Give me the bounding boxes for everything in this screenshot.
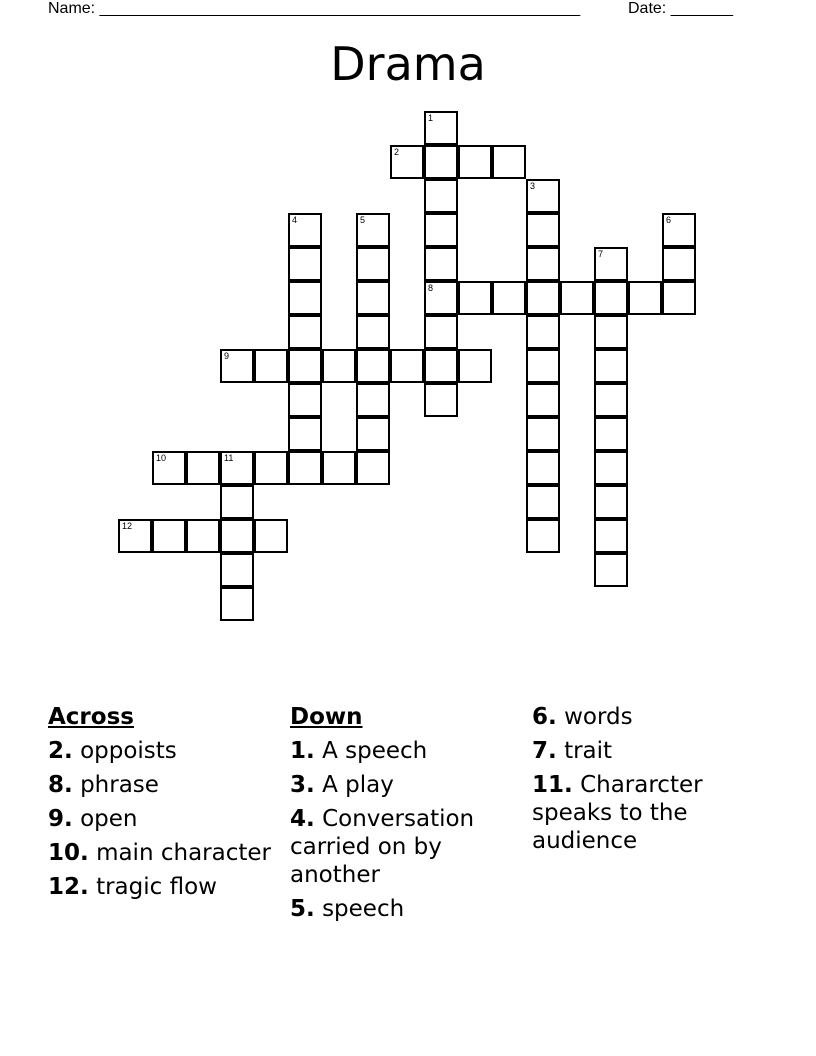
crossword-cell[interactable] <box>424 179 458 213</box>
clue-number: 7 <box>598 249 604 259</box>
crossword-cell[interactable] <box>424 315 458 349</box>
crossword-cell[interactable] <box>424 145 458 179</box>
crossword-cell[interactable] <box>526 349 560 383</box>
crossword-cell[interactable] <box>424 383 458 417</box>
crossword-cell[interactable] <box>526 519 560 553</box>
crossword-cell[interactable] <box>594 383 628 417</box>
crossword-cell[interactable] <box>526 179 560 213</box>
name-field-label[interactable]: Name: ______________________________________________________ <box>48 0 581 17</box>
clue-across-2: 2. oppoists <box>48 738 177 764</box>
crossword-cell[interactable] <box>594 519 628 553</box>
crossword-cell[interactable] <box>526 281 560 315</box>
clue-down-11: 11. Chararcter speaks to the audience <box>532 772 703 854</box>
crossword-cell[interactable] <box>594 485 628 519</box>
crossword-cell[interactable] <box>356 281 390 315</box>
crossword-cell[interactable] <box>186 519 220 553</box>
crossword-cell[interactable] <box>288 281 322 315</box>
crossword-cell[interactable] <box>322 451 356 485</box>
crossword-cell[interactable] <box>220 553 254 587</box>
crossword-cell[interactable] <box>220 451 254 485</box>
crossword-cell[interactable] <box>390 349 424 383</box>
clue-number: 1 <box>428 113 434 123</box>
crossword-cell[interactable] <box>356 383 390 417</box>
crossword-cell[interactable] <box>288 315 322 349</box>
crossword-cell[interactable] <box>526 417 560 451</box>
crossword-cell[interactable] <box>458 281 492 315</box>
crossword-cell[interactable] <box>526 451 560 485</box>
crossword-cell[interactable] <box>492 281 526 315</box>
crossword-cell[interactable] <box>288 247 322 281</box>
crossword-cell[interactable] <box>424 247 458 281</box>
down-clues-continued <box>532 703 772 855</box>
crossword-cell[interactable] <box>288 383 322 417</box>
clue-down-7: 7. trait <box>532 738 613 764</box>
page-title: Drama <box>330 37 486 91</box>
clue-number: 10 <box>156 453 167 463</box>
crossword-cell[interactable] <box>254 349 288 383</box>
crossword-cell[interactable] <box>356 417 390 451</box>
clue-number: 8 <box>428 283 434 293</box>
crossword-cell[interactable] <box>526 247 560 281</box>
crossword-cell[interactable] <box>424 349 458 383</box>
crossword-cell[interactable] <box>628 281 662 315</box>
crossword-cell[interactable] <box>662 213 696 247</box>
crossword-cell[interactable] <box>220 485 254 519</box>
clue-down-6: 6. words <box>532 704 633 730</box>
crossword-cell[interactable] <box>526 383 560 417</box>
crossword-cell[interactable] <box>356 315 390 349</box>
clue-number: 5 <box>360 215 366 225</box>
crossword-cell[interactable] <box>288 451 322 485</box>
clue-down-3: 3. A play <box>290 772 394 798</box>
clue-down-4: 4. Conversation carried on by another <box>290 806 475 888</box>
crossword-cell[interactable] <box>594 247 628 281</box>
crossword-cell[interactable] <box>356 451 390 485</box>
clue-across-9: 9. open <box>48 806 138 832</box>
crossword-cell[interactable] <box>186 451 220 485</box>
clue-number: 2 <box>394 147 400 157</box>
crossword-cell[interactable] <box>458 349 492 383</box>
clue-down-5: 5. speech <box>290 896 405 922</box>
crossword-cell[interactable] <box>424 281 458 315</box>
crossword-cell[interactable] <box>152 451 186 485</box>
clue-number: 11 <box>224 453 234 463</box>
crossword-cell[interactable] <box>220 349 254 383</box>
crossword-cell[interactable] <box>424 213 458 247</box>
across-clues <box>48 703 278 901</box>
crossword-cell[interactable] <box>594 553 628 587</box>
crossword-cell[interactable] <box>220 519 254 553</box>
crossword-cell[interactable] <box>594 281 628 315</box>
crossword-cell[interactable] <box>526 213 560 247</box>
clue-number: 9 <box>224 351 230 361</box>
crossword-cell[interactable] <box>390 145 424 179</box>
crossword-cell[interactable] <box>526 485 560 519</box>
clue-across-10: 10. main character <box>48 840 271 866</box>
down-clues <box>290 703 520 923</box>
crossword-cell[interactable] <box>118 519 152 553</box>
crossword-cell[interactable] <box>662 247 696 281</box>
crossword-cell[interactable] <box>356 247 390 281</box>
crossword-cell[interactable] <box>662 281 696 315</box>
crossword-cell[interactable] <box>152 519 186 553</box>
clue-number: 12 <box>122 521 133 531</box>
crossword-cell[interactable] <box>492 145 526 179</box>
crossword-cell[interactable] <box>288 349 322 383</box>
crossword-cell[interactable] <box>322 349 356 383</box>
crossword-cell[interactable] <box>254 451 288 485</box>
crossword-cell[interactable] <box>220 587 254 621</box>
crossword-cell[interactable] <box>458 145 492 179</box>
clue-across-8: 8. phrase <box>48 772 159 798</box>
crossword-cell[interactable] <box>594 349 628 383</box>
crossword-cell[interactable] <box>594 417 628 451</box>
clue-number: 4 <box>292 215 298 225</box>
crossword-cell[interactable] <box>356 213 390 247</box>
down-heading: Down <box>290 704 363 730</box>
crossword-cell[interactable] <box>254 519 288 553</box>
clue-across-12: 12. tragic flow <box>48 874 217 900</box>
crossword-cell[interactable] <box>526 315 560 349</box>
crossword-cell[interactable] <box>594 451 628 485</box>
clue-down-1: 1. A speech <box>290 738 428 764</box>
clue-number: 6 <box>666 215 672 225</box>
crossword-cell[interactable] <box>288 417 322 451</box>
clue-number: 3 <box>530 181 536 191</box>
date-field-label[interactable]: Date: _______ <box>628 0 733 17</box>
across-heading: Across <box>48 704 134 730</box>
crossword-cell[interactable] <box>356 349 390 383</box>
crossword-cell[interactable] <box>594 315 628 349</box>
crossword-cell[interactable] <box>560 281 594 315</box>
crossword-cell[interactable] <box>424 111 458 145</box>
crossword-cell[interactable] <box>288 213 322 247</box>
